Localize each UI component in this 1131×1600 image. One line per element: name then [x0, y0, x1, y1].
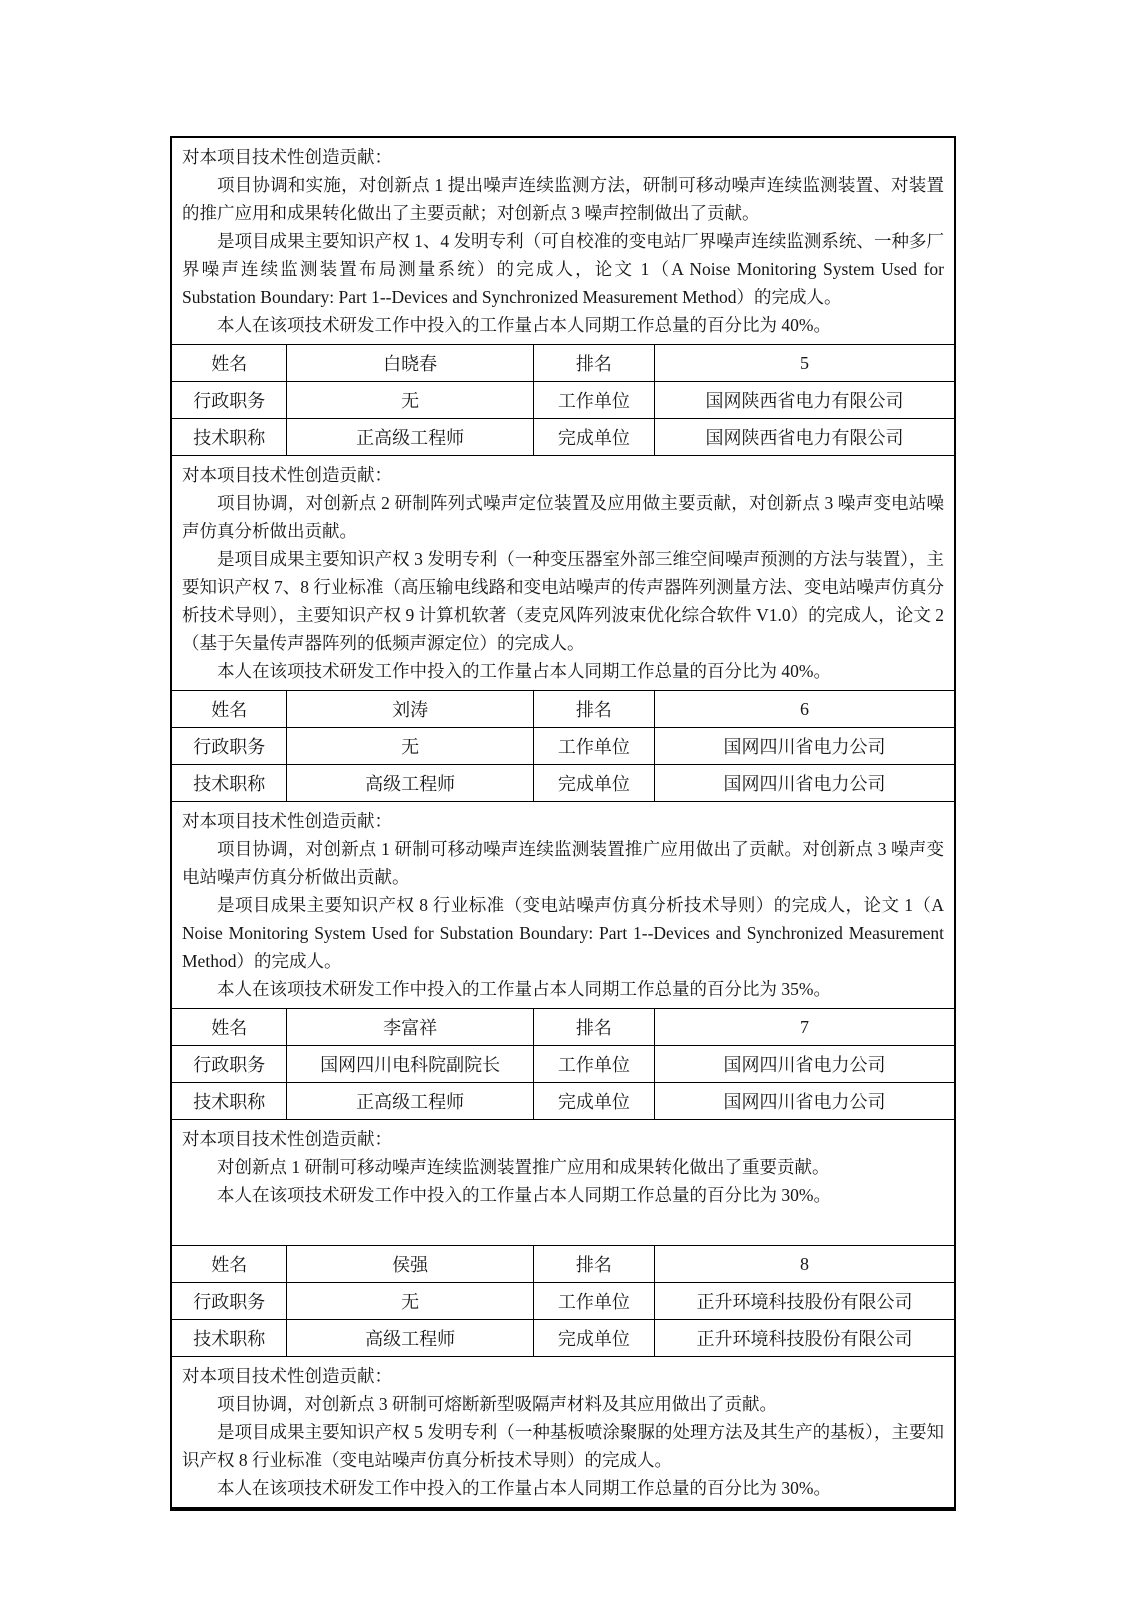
contribution-heading: 对本项目技术性创造贡献： — [182, 465, 392, 485]
contribution-paragraph: 本人在该项技术研发工作中投入的工作量占本人同期工作总量的百分比为 30%。 — [217, 1478, 831, 1498]
field-label-work-unit: 工作单位 — [533, 382, 654, 419]
table-row — [172, 765, 954, 802]
table-row — [172, 1283, 954, 1320]
table-row — [172, 1246, 954, 1283]
table-row — [172, 728, 954, 765]
table-row — [172, 1046, 954, 1083]
field-value-name: 白晓春 — [287, 345, 533, 382]
field-label-completion-unit: 完成单位 — [533, 1083, 654, 1120]
field-label-completion-unit: 完成单位 — [533, 1320, 654, 1357]
field-label-completion-unit: 完成单位 — [533, 765, 654, 802]
field-value-tech-title: 正高级工程师 — [287, 419, 533, 456]
contribution-paragraph: 本人在该项技术研发工作中投入的工作量占本人同期工作总量的百分比为 40%。 — [217, 661, 831, 681]
table-row — [172, 345, 954, 382]
field-value-rank: 5 — [654, 345, 954, 382]
table-row — [172, 419, 954, 456]
field-label-rank: 排名 — [533, 691, 654, 728]
field-label-name: 姓名 — [172, 1009, 287, 1046]
contribution-heading: 对本项目技术性创造贡献： — [182, 147, 392, 167]
field-label-tech-title: 技术职称 — [172, 765, 287, 802]
table-row — [172, 1320, 954, 1357]
field-value-name: 侯强 — [287, 1246, 533, 1283]
field-label-name: 姓名 — [172, 1246, 287, 1283]
contribution-block-4 — [172, 1120, 954, 1245]
field-value-work-unit: 国网四川省电力公司 — [654, 728, 954, 765]
field-label-tech-title: 技术职称 — [172, 1083, 287, 1120]
contribution-heading: 对本项目技术性创造贡献： — [182, 811, 392, 831]
field-value-admin-position: 国网四川电科院副院长 — [287, 1046, 533, 1083]
field-label-rank: 排名 — [533, 1246, 654, 1283]
field-value-admin-position: 无 — [287, 1283, 533, 1320]
field-label-name: 姓名 — [172, 691, 287, 728]
person-table-4 — [172, 1245, 954, 1357]
contribution-paragraph: 本人在该项技术研发工作中投入的工作量占本人同期工作总量的百分比为 35%。 — [217, 979, 831, 999]
field-value-name: 刘涛 — [287, 691, 533, 728]
field-value-tech-title: 高级工程师 — [287, 1320, 533, 1357]
field-value-rank: 7 — [654, 1009, 954, 1046]
contribution-paragraph: 是项目成果主要知识产权 3 发明专利（一种变压器室外部三维空间噪声预测的方法与装置），主要知识产权 7、8 行业标准（高压输电线路和变电站噪声的传声器阵列测量方法、变电站噪声仿真分析技术导则），主要知识产权 9 计算机软著（麦克风阵列波束优化综合软件 V1.0）的完成人，论文 2（基于矢量传声器阵列的低频声源定位）的完成人。 — [182, 549, 944, 653]
contribution-block-1 — [172, 138, 954, 344]
contribution-block-5 — [172, 1357, 954, 1507]
field-label-work-unit: 工作单位 — [533, 728, 654, 765]
contribution-block-2 — [172, 456, 954, 690]
field-label-tech-title: 技术职称 — [172, 419, 287, 456]
contribution-paragraph: 是项目成果主要知识产权 1、4 发明专利（可自校准的变电站厂界噪声连续监测系统、一种多厂界噪声连续监测装置布局测量系统）的完成人，论文 1（A Noise Monitoring System Used for Substation Boundary: Part 1--Devices and Synchronized Measurement Method）的完成人。 — [182, 231, 944, 307]
field-value-admin-position: 无 — [287, 728, 533, 765]
contribution-paragraph: 本人在该项技术研发工作中投入的工作量占本人同期工作总量的百分比为 30%。 — [217, 1185, 831, 1205]
field-value-work-unit: 国网陕西省电力有限公司 — [654, 382, 954, 419]
contribution-paragraph: 项目协调，对创新点 3 研制可熔断新型吸隔声材料及其应用做出了贡献。 — [217, 1394, 777, 1414]
contribution-paragraph: 项目协调和实施，对创新点 1 提出噪声连续监测方法，研制可移动噪声连续监测装置、对装置的推广应用和成果转化做出了主要贡献；对创新点 3 噪声控制做出了贡献。 — [182, 175, 944, 223]
field-label-work-unit: 工作单位 — [533, 1046, 654, 1083]
field-label-admin-position: 行政职务 — [172, 1283, 287, 1320]
table-row — [172, 691, 954, 728]
contribution-block-3 — [172, 802, 954, 1008]
field-value-tech-title: 高级工程师 — [287, 765, 533, 802]
field-value-rank: 8 — [654, 1246, 954, 1283]
field-label-completion-unit: 完成单位 — [533, 419, 654, 456]
contribution-paragraph: 是项目成果主要知识产权 5 发明专利（一种基板喷涂聚脲的处理方法及其生产的基板），主要知识产权 8 行业标准（变电站噪声仿真分析技术导则）的完成人。 — [182, 1422, 944, 1470]
field-label-admin-position: 行政职务 — [172, 382, 287, 419]
field-value-name: 李富祥 — [287, 1009, 533, 1046]
completer-contribution-table — [170, 136, 956, 1511]
contribution-heading: 对本项目技术性创造贡献： — [182, 1366, 392, 1386]
field-label-admin-position: 行政职务 — [172, 728, 287, 765]
field-value-completion-unit: 正升环境科技股份有限公司 — [654, 1320, 954, 1357]
field-value-rank: 6 — [654, 691, 954, 728]
field-value-completion-unit: 国网四川省电力公司 — [654, 1083, 954, 1120]
field-value-work-unit: 国网四川省电力公司 — [654, 1046, 954, 1083]
contribution-paragraph: 对创新点 1 研制可移动噪声连续监测装置推广应用和成果转化做出了重要贡献。 — [217, 1157, 830, 1177]
field-label-work-unit: 工作单位 — [533, 1283, 654, 1320]
field-label-rank: 排名 — [533, 1009, 654, 1046]
field-value-completion-unit: 国网陕西省电力有限公司 — [654, 419, 954, 456]
person-table-3 — [172, 1008, 954, 1120]
table-row — [172, 1009, 954, 1046]
field-value-admin-position: 无 — [287, 382, 533, 419]
table-row — [172, 1083, 954, 1120]
contribution-heading: 对本项目技术性创造贡献： — [182, 1129, 392, 1149]
field-value-tech-title: 正高级工程师 — [287, 1083, 533, 1120]
contribution-paragraph: 本人在该项技术研发工作中投入的工作量占本人同期工作总量的百分比为 40%。 — [217, 315, 831, 335]
field-label-tech-title: 技术职称 — [172, 1320, 287, 1357]
field-label-admin-position: 行政职务 — [172, 1046, 287, 1083]
contribution-paragraph: 是项目成果主要知识产权 8 行业标准（变电站噪声仿真分析技术导则）的完成人，论文 1（A Noise Monitoring System Used for Substation Boundary: Part 1--Devices and Synchronized Measurement Method）的完成人。 — [182, 895, 944, 971]
contribution-paragraph: 项目协调，对创新点 1 研制可移动噪声连续监测装置推广应用做出了贡献。对创新点 3 噪声变电站噪声仿真分析做出贡献。 — [182, 839, 944, 887]
field-label-rank: 排名 — [533, 345, 654, 382]
contribution-paragraph: 项目协调，对创新点 2 研制阵列式噪声定位装置及应用做主要贡献，对创新点 3 噪声变电站噪声仿真分析做出贡献。 — [182, 493, 944, 541]
person-table-2 — [172, 690, 954, 802]
table-row — [172, 382, 954, 419]
field-label-name: 姓名 — [172, 345, 287, 382]
person-table-1 — [172, 344, 954, 456]
field-value-completion-unit: 国网四川省电力公司 — [654, 765, 954, 802]
field-value-work-unit: 正升环境科技股份有限公司 — [654, 1283, 954, 1320]
